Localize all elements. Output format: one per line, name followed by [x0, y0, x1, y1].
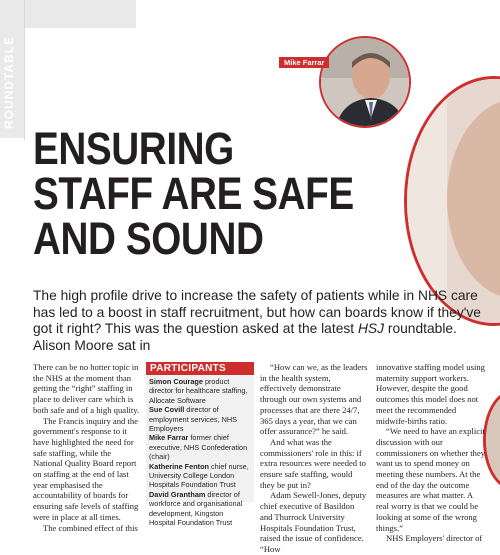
participant-name: Katherine Fenton: [149, 461, 209, 471]
paragraph: And what was the commissioners' role in this: if extra resources were needed to ensure safe staffing, would they be put in?: [260, 436, 366, 490]
participant-name: Simon Courage: [149, 377, 203, 386]
standfirst: [33, 288, 485, 354]
participant-role: product director for healthcare staffing, Allocate Software: [149, 377, 248, 405]
paragraph: “How can we, as the leaders in the health system, effectively demonstrate through our own systems and processes that are there 24/7, 365 days a year, that we can offer assurance?” he said.: [260, 362, 368, 437]
paragraph: Adam Sewell-Jones, deputy chief executive of Basildon and Thurrock University Hospitals Foundation Trust, raised the issue of confidence. “How: [260, 490, 367, 554]
standfirst-publication: HSJ: [357, 321, 385, 336]
section-tab: [0, 0, 136, 28]
margin-rule: [24, 0, 25, 140]
headline-line: ENSURING: [33, 123, 234, 174]
paragraph: The combined effect of this: [43, 522, 138, 533]
participant-entry: [149, 433, 251, 461]
body-column-1: [33, 362, 141, 533]
participant-name: Mike Farrar: [149, 433, 189, 443]
portrait-name-tag: Mike Farrar: [279, 57, 329, 68]
paragraph: NHS Employers' director of: [386, 533, 483, 544]
participant-entry: [149, 377, 251, 405]
participants-heading: PARTICIPANTS: [146, 362, 254, 375]
participant-name: Sue Covill: [149, 405, 185, 415]
speaker-portrait-image: [321, 38, 411, 128]
headline-line: AND SOUND: [33, 213, 264, 264]
participant-entry: [149, 405, 251, 433]
participant-portrait-small-image: [486, 393, 500, 490]
paragraph: The Francis inquiry and the government's response to it have highlighted the need for safe staffing, while the National Quality Board report on staffing at the end of last year emphasised the accountability of boards for ensuring safe levels of staffing were in place at all times.: [33, 415, 139, 522]
participant-entry: [149, 462, 251, 490]
section-label: ROUNDTABLE: [2, 35, 16, 129]
body-column-3: [260, 362, 368, 555]
speaker-portrait: [319, 36, 411, 128]
participant-role: director of employment services, NHS Employers: [149, 405, 237, 434]
participants-box: [146, 362, 254, 528]
headline: [33, 123, 368, 264]
paragraph: “We need to have an explicit discussion with our commissioners on whether they want us to spend money on meeting these numbers. At the end of the day the outcome measures are what matter. A real worry is that we could be looking at some of the wrong things.”: [376, 426, 486, 533]
standfirst-byline: roundtable. Alison Moore sat in: [33, 321, 457, 353]
standfirst-text: The high profile drive to increase the safety of patients while in NHS care has led to a boost in staff recruitment, but how can boards know if they've got it right? This was the question asked at the latest: [33, 288, 481, 336]
participant-role: chief nurse, University College London Hospitals Foundation Trust: [149, 461, 249, 490]
participants-list: [146, 375, 254, 528]
participant-role: director of workforce and organisational development, Kingston Hospital Foundation Trust: [149, 489, 243, 528]
participant-role: former chief executive, NHS Confederation (chair): [149, 433, 248, 462]
paragraph: There can be no hotter topic in the NHS at the moment than getting the “right” staffing in place to deliver care which is both safe and of a high quality.: [33, 362, 140, 415]
participant-entry: [149, 490, 251, 528]
headline-line: STAFF ARE SAFE: [33, 168, 354, 219]
participant-name: David Grantham: [149, 489, 206, 499]
body-column-4: [376, 362, 486, 544]
paragraph: innovative staffing model using maternity support workers. However, despite the good outcomes this model does not meet the recommended midwife-births ratio.: [376, 362, 485, 426]
